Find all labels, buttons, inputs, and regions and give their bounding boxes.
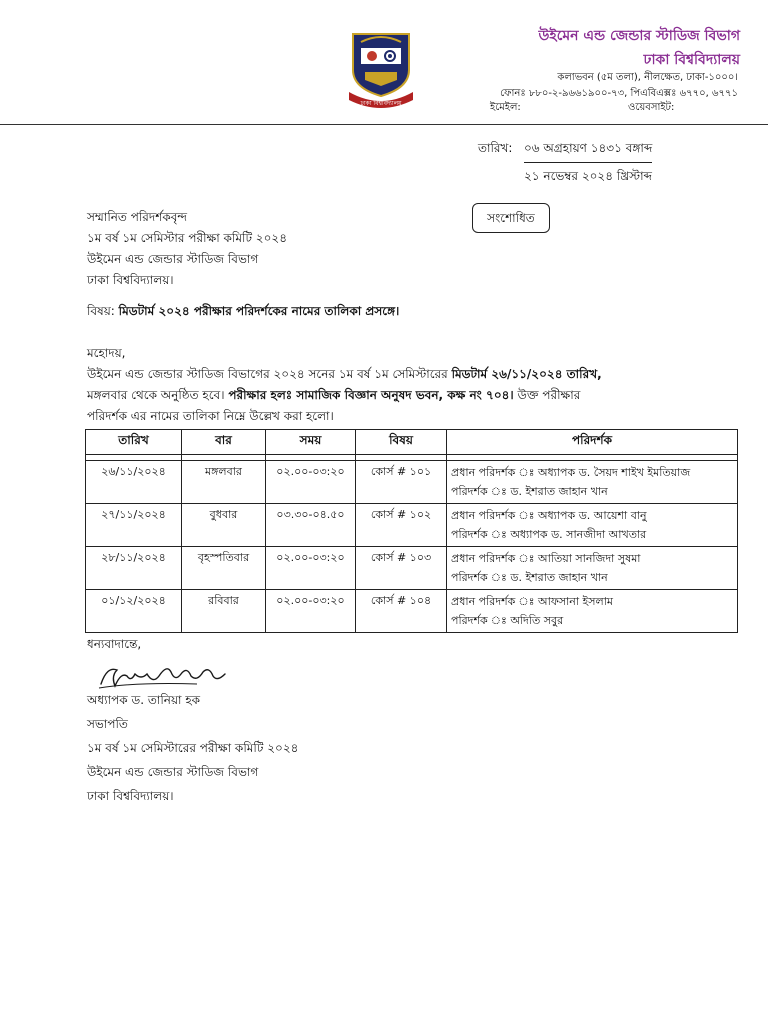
table-row (86, 504, 738, 547)
assistant-invigilator: পরিদর্শক ঃ ড. ইশরাত জাহান খান (451, 485, 608, 498)
body-text: পরিদর্শক এর নামের তালিকা নিম্নে উল্লেখ করা হলো। (87, 409, 334, 423)
cell-date: ২৭/১১/২০২৪ (86, 504, 182, 547)
revised-badge: সংশোধিত (472, 203, 550, 233)
recipient-block (87, 207, 287, 291)
column-header-invigilator: পরিদর্শক (447, 430, 738, 455)
table-header-row (86, 430, 738, 455)
column-header-day: বার (182, 430, 266, 455)
cell-date: ২৮/১১/২০২৪ (86, 547, 182, 590)
body-paragraph (87, 364, 687, 427)
chief-invigilator: প্রধান পরিদর্শক ঃ আতিয়া সানজিদা সুষমা (451, 552, 641, 565)
cell-time: ০৩.৩০-০৪.৫০ (266, 504, 356, 547)
column-header-subject: বিষয় (356, 430, 447, 455)
cell-invigilator (447, 547, 738, 590)
chief-invigilator: প্রধান পরিদর্শক ঃ অধ্যাপক ড. আয়েশা বানু (451, 509, 647, 522)
subject-text: মিডটার্ম ২০২৪ পরীক্ষার পরিদর্শকের নামের তালিকা প্রসঙ্গে। (118, 304, 400, 318)
gregorian-date: ২১ নভেম্বর ২০২৪ খ্রিস্টাব্দ (524, 169, 652, 183)
body-text: উক্ত পরীক্ষার (517, 388, 581, 402)
cell-day: রবিবার (182, 590, 266, 633)
header-divider (0, 124, 768, 125)
assistant-invigilator: পরিদর্শক ঃ অদিতি সবুর (451, 614, 564, 627)
cell-day: বৃহস্পতিবার (182, 547, 266, 590)
date-block (478, 140, 652, 188)
invigilator-table (85, 429, 738, 633)
column-header-time: সময় (266, 430, 356, 455)
signer-title: সভাপতি (87, 717, 128, 731)
body-text: মঙ্গলবার থেকে অনুষ্ঠিত হবে। (87, 388, 225, 402)
cell-day: মঙ্গলবার (182, 461, 266, 504)
cell-invigilator (447, 504, 738, 547)
recipient-line: ঢাকা বিশ্ববিদ্যালয়। (87, 273, 174, 287)
department-name: উইমেন এন্ড জেন্ডার স্টাডিজ বিভাগ (538, 28, 740, 44)
cell-subject: কোর্স # ১০৪ (356, 590, 447, 633)
signer-department: উইমেন এন্ড জেন্ডার স্টাডিজ বিভাগ (87, 765, 259, 779)
signer-university: ঢাকা বিশ্ববিদ্যালয়। (87, 789, 174, 803)
phone-numbers: ফোনঃ ৮৮০-২-৯৬৬১৯০০-৭৩, পিএবিএক্সঃ ৬৭৭০, ৬৭৭১ (500, 88, 738, 99)
column-header-date: তারিখ (86, 430, 182, 455)
table-row (86, 590, 738, 633)
logo-caption: ঢাকা বিশ্ববিদ্যালয় (360, 100, 402, 107)
chief-invigilator: প্রধান পরিদর্শক ঃ আফসানা ইসলাম (451, 595, 614, 608)
signer-committee: ১ম বর্ষ ১ম সেমিস্টারের পরীক্ষা কমিটি ২০২৪ (87, 741, 299, 755)
cell-subject: কোর্স # ১০২ (356, 504, 447, 547)
subject-label: বিষয়: (87, 304, 115, 318)
cell-time: ০২.০০-০৩:২০ (266, 461, 356, 504)
subject-line (87, 303, 399, 323)
table-row (86, 547, 738, 590)
chief-invigilator: প্রধান পরিদর্শক ঃ অধ্যাপক ড. সৈয়দ শাইখ ইমতিয়াজ (451, 466, 691, 479)
cell-time: ০২.০০-০৩:২০ (266, 590, 356, 633)
recipient-line: উইমেন এন্ড জেন্ডার স্টাডিজ বিভাগ (87, 252, 259, 266)
cell-invigilator (447, 461, 738, 504)
body-bold: মিডটার্ম ২৬/১১/২০২৪ তারিখ, (451, 367, 602, 381)
recipient-line: সম্মানিত পরিদর্শকবৃন্দ (87, 210, 188, 224)
contact-row (490, 100, 740, 117)
cell-day: বুধবার (182, 504, 266, 547)
email-label: ইমেইল: (490, 102, 521, 113)
body-bold: পরীক্ষার হলঃ সামাজিক বিজ্ঞান অনুষদ ভবন, কক্ষ নং ৭০৪। (228, 388, 514, 402)
salutation: মহোদয়, (87, 346, 126, 360)
cell-date: ২৬/১১/২০২৪ (86, 461, 182, 504)
assistant-invigilator: পরিদর্শক ঃ অধ্যাপক ড. সানজীদা আখতার (451, 528, 647, 541)
signer-block (87, 688, 298, 808)
bangla-date: ০৬ অগ্রহায়ণ ১৪৩১ বঙ্গাব্দ (524, 140, 652, 163)
assistant-invigilator: পরিদর্শক ঃ ড. ইশরাত জাহান খান (451, 571, 608, 584)
cell-time: ০২.০০-০৩:২০ (266, 547, 356, 590)
cell-subject: কোর্স # ১০৩ (356, 547, 447, 590)
website-label: ওয়েবসাইট: (628, 102, 675, 113)
university-name: ঢাকা বিশ্ববিদ্যালয় (643, 52, 740, 68)
body-text: উইমেন এন্ড জেন্ডার স্টাডিজ বিভাগের ২০২৪ সনের ১ম বর্ষ ১ম সেমিস্টারের (87, 367, 448, 381)
cell-date: ০১/১২/২০২৪ (86, 590, 182, 633)
recipient-line: ১ম বর্ষ ১ম সেমিস্টার পরীক্ষা কমিটি ২০২৪ (87, 231, 287, 245)
signer-name: অধ্যাপক ড. তানিয়া হক (87, 693, 201, 707)
closing-thanks: ধন্যবাদান্তে, (87, 637, 142, 651)
date-label: তারিখ: (478, 141, 513, 155)
cell-subject: কোর্স # ১০১ (356, 461, 447, 504)
cell-invigilator (447, 590, 738, 633)
table-row (86, 461, 738, 504)
address: কলাভবন (৫ম তলা), নীলক্ষেত, ঢাকা-১০০০। (557, 72, 738, 83)
